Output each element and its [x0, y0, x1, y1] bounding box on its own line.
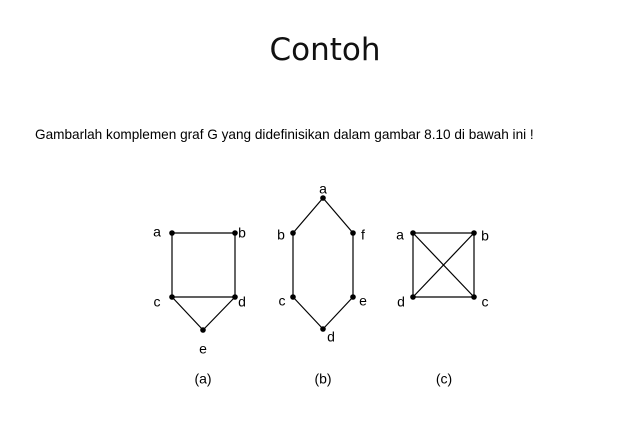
instruction-text: Gambarlah komplemen graf G yang didefinisikan dalam gambar 8.10 di bawah ini !: [35, 127, 534, 142]
vertex-label: a: [153, 223, 161, 240]
vertex-label: c: [278, 292, 286, 309]
edge-e-d: [323, 297, 353, 329]
vertex-a: [169, 230, 175, 236]
vertex-label: c: [481, 293, 489, 310]
graph-a: [153, 224, 246, 387]
vertex-d: [232, 294, 238, 300]
vertex-label: b: [277, 226, 285, 243]
vertex-f: [350, 230, 356, 236]
vertex-label: a: [319, 180, 327, 197]
vertex-label: d: [397, 293, 405, 310]
vertex-e: [200, 327, 206, 333]
vertex-label: a: [396, 226, 404, 243]
vertex-d: [410, 294, 416, 300]
vertex-d: [320, 326, 326, 332]
vertex-label: d: [327, 328, 335, 345]
vertex-c: [169, 294, 175, 300]
vertex-c: [471, 294, 477, 300]
figure-caption: (c): [435, 370, 453, 387]
vertex-b: [471, 230, 477, 236]
vertex-b: [290, 230, 296, 236]
graph-c: [396, 227, 489, 387]
edge-c-d: [293, 297, 323, 329]
vertex-label: b: [481, 227, 489, 244]
edge-a-f: [323, 198, 353, 233]
figure-caption: (b): [314, 370, 332, 387]
vertex-c: [290, 294, 296, 300]
vertex-a: [410, 230, 416, 236]
vertex-label: c: [153, 293, 161, 310]
vertex-label: f: [361, 226, 365, 243]
graph-b: [277, 181, 367, 387]
vertex-label: e: [359, 292, 367, 309]
edge-a-b: [293, 198, 323, 233]
edge-d-e: [203, 297, 235, 330]
vertex-label: b: [238, 224, 246, 241]
vertex-b: [232, 230, 238, 236]
vertex-label: e: [199, 340, 207, 357]
slide-title: Contoh: [269, 32, 381, 68]
figure-caption: (a): [194, 370, 212, 387]
vertex-label: d: [238, 293, 246, 310]
edge-c-e: [172, 297, 203, 330]
vertex-e: [350, 294, 356, 300]
